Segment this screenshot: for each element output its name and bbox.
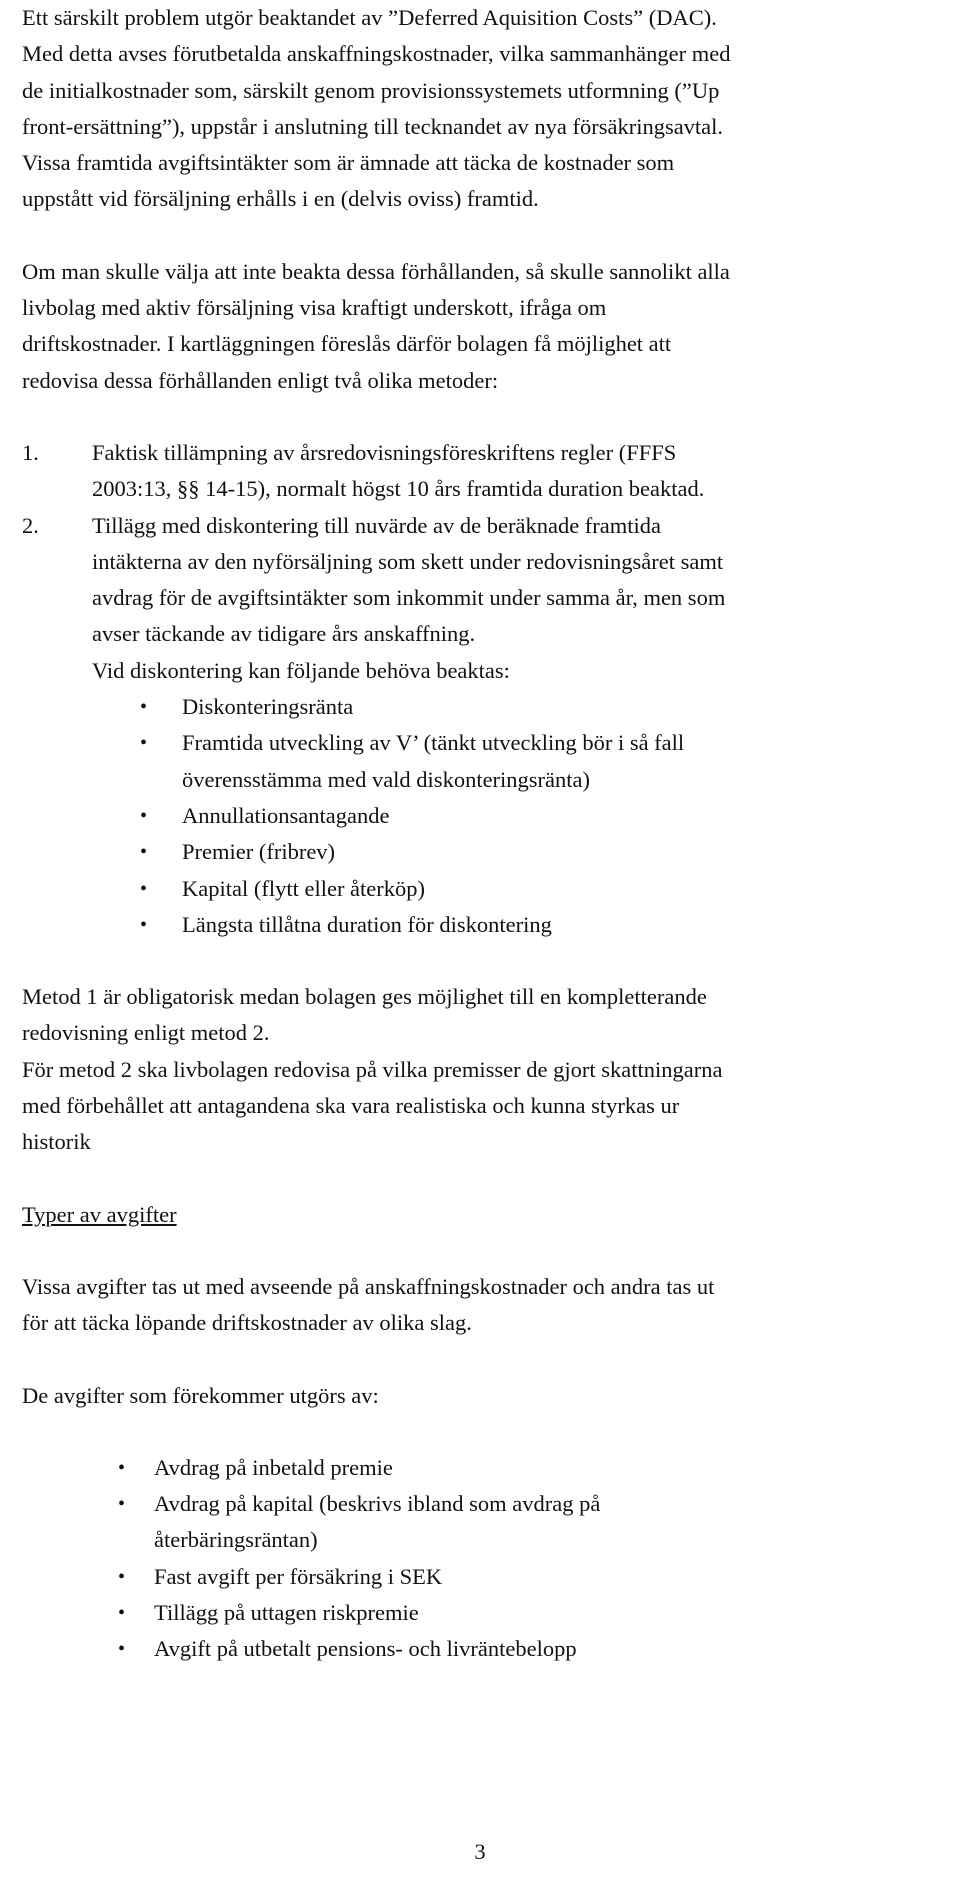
text-line: med förbehållet att antagandena ska vara realistiska och kunna styrkas ur <box>22 1093 680 1119</box>
bullet-icon: • <box>118 1601 126 1624</box>
text-line: Vissa framtida avgiftsintäkter som är ämnade att täcka de kostnader som <box>22 150 675 176</box>
text-line: driftskostnader. I kartläggningen föreslås därför bolagen få möjlighet att <box>22 331 672 357</box>
bullet-icon: • <box>118 1565 126 1588</box>
text-line: för att täcka löpande driftskostnader av olika slag. <box>22 1310 472 1336</box>
page-number: 3 <box>474 1839 486 1864</box>
list-item: • Framtida utveckling av V’ (tänkt utveckling bör i så fall överensstämma med vald diskonteringsränta) <box>22 725 952 798</box>
list-item: • Premier (fribrev) <box>22 834 952 870</box>
bullet-icon: • <box>140 696 148 719</box>
list-item: • Tillägg på uttagen riskpremie <box>22 1595 952 1631</box>
text-line: intäkterna av den nyförsäljning som skett under redovisningsåret samt <box>92 548 724 574</box>
method-item-2 <box>22 508 952 653</box>
text-line: avser täckande av tidigare års anskaffning. <box>92 621 476 647</box>
discount-list <box>22 689 952 943</box>
text-line: Med detta avses förutbetalda anskaffningskostnader, vilka sammanhänger med <box>22 41 731 67</box>
text-line: Ett särskilt problem utgör beaktandet av ”Deferred Aquisition Costs” (DAC). <box>22 5 717 30</box>
intro-paragraph <box>22 0 952 218</box>
text-line: de initialkostnader som, särskilt genom provisionssystemets utformning (”Up <box>22 77 720 103</box>
fee-list <box>22 1450 952 1668</box>
bullet-icon: • <box>140 732 148 755</box>
text-line: För metod 2 ska livbolagen redovisa på vilka premisser de gjort skattningarna <box>22 1056 723 1082</box>
bullet-icon: • <box>140 804 148 827</box>
bullet-icon: • <box>140 877 148 900</box>
paragraph-two <box>22 254 952 399</box>
discount-intro: Vid diskontering kan följande behöva beaktas: <box>92 657 510 683</box>
list-item: • Avdrag på inbetald premie <box>22 1450 952 1486</box>
text-line: Metod 1 är obligatorisk medan bolagen ges möjlighet till en kompletterande <box>22 984 707 1010</box>
text-line: redovisning enligt metod 2. <box>22 1020 270 1046</box>
list-item: • Avgift på utbetalt pensions- och livräntebelopp <box>22 1631 952 1667</box>
list-item: • Längsta tillåtna duration för diskontering <box>22 907 952 943</box>
paragraph-four <box>22 1269 952 1342</box>
list-item: • Fast avgift per försäkring i SEK <box>22 1559 952 1595</box>
bullet-icon: • <box>118 1638 126 1661</box>
list-item: • Avdrag på kapital (beskrivs ibland som avdrag på återbäringsräntan) <box>22 1486 952 1559</box>
section-heading: Typer av avgifter <box>22 1201 177 1227</box>
text-line: Vissa avgifter tas ut med avseende på anskaffningskostnader och andra tas ut <box>22 1273 715 1299</box>
text-line: front-ersättning”), uppstår i anslutning till tecknandet av nya försäkringsavtal. <box>22 113 724 139</box>
text-line: livbolag med aktiv försäljning visa kraftigt underskott, ifråga om <box>22 295 607 321</box>
text-line: Tillägg med diskontering till nuvärde av de beräknade framtida <box>92 512 662 538</box>
list-number: 1. <box>22 439 39 465</box>
fees-intro: De avgifter som förekommer utgörs av: <box>22 1382 379 1408</box>
method-item-1 <box>22 435 952 508</box>
list-item: • Kapital (flytt eller återköp) <box>22 871 952 907</box>
text-line: uppstått vid försäljning erhålls i en (delvis oviss) framtid. <box>22 186 539 212</box>
text-line: Faktisk tillämpning av årsredovisningsföreskriftens regler (FFFS <box>92 439 677 465</box>
text-line: Om man skulle välja att inte beakta dessa förhållanden, så skulle sannolikt alla <box>22 258 730 284</box>
list-item: • Diskonteringsränta <box>22 689 952 725</box>
paragraph-three <box>22 979 952 1160</box>
text-line: 2003:13, §§ 14-15), normalt högst 10 års framtida duration beaktad. <box>92 476 705 502</box>
bullet-icon: • <box>140 841 148 864</box>
list-item: • Annullationsantagande <box>22 798 952 834</box>
bullet-icon: • <box>118 1456 126 1479</box>
text-line: avdrag för de avgiftsintäkter som inkommit under samma år, men som <box>92 585 726 611</box>
text-line: redovisa dessa förhållanden enligt två olika metoder: <box>22 367 499 393</box>
document-page <box>22 0 952 1668</box>
text-line: historik <box>22 1129 91 1155</box>
list-number: 2. <box>22 512 39 538</box>
bullet-icon: • <box>140 913 148 936</box>
bullet-icon: • <box>118 1493 126 1516</box>
